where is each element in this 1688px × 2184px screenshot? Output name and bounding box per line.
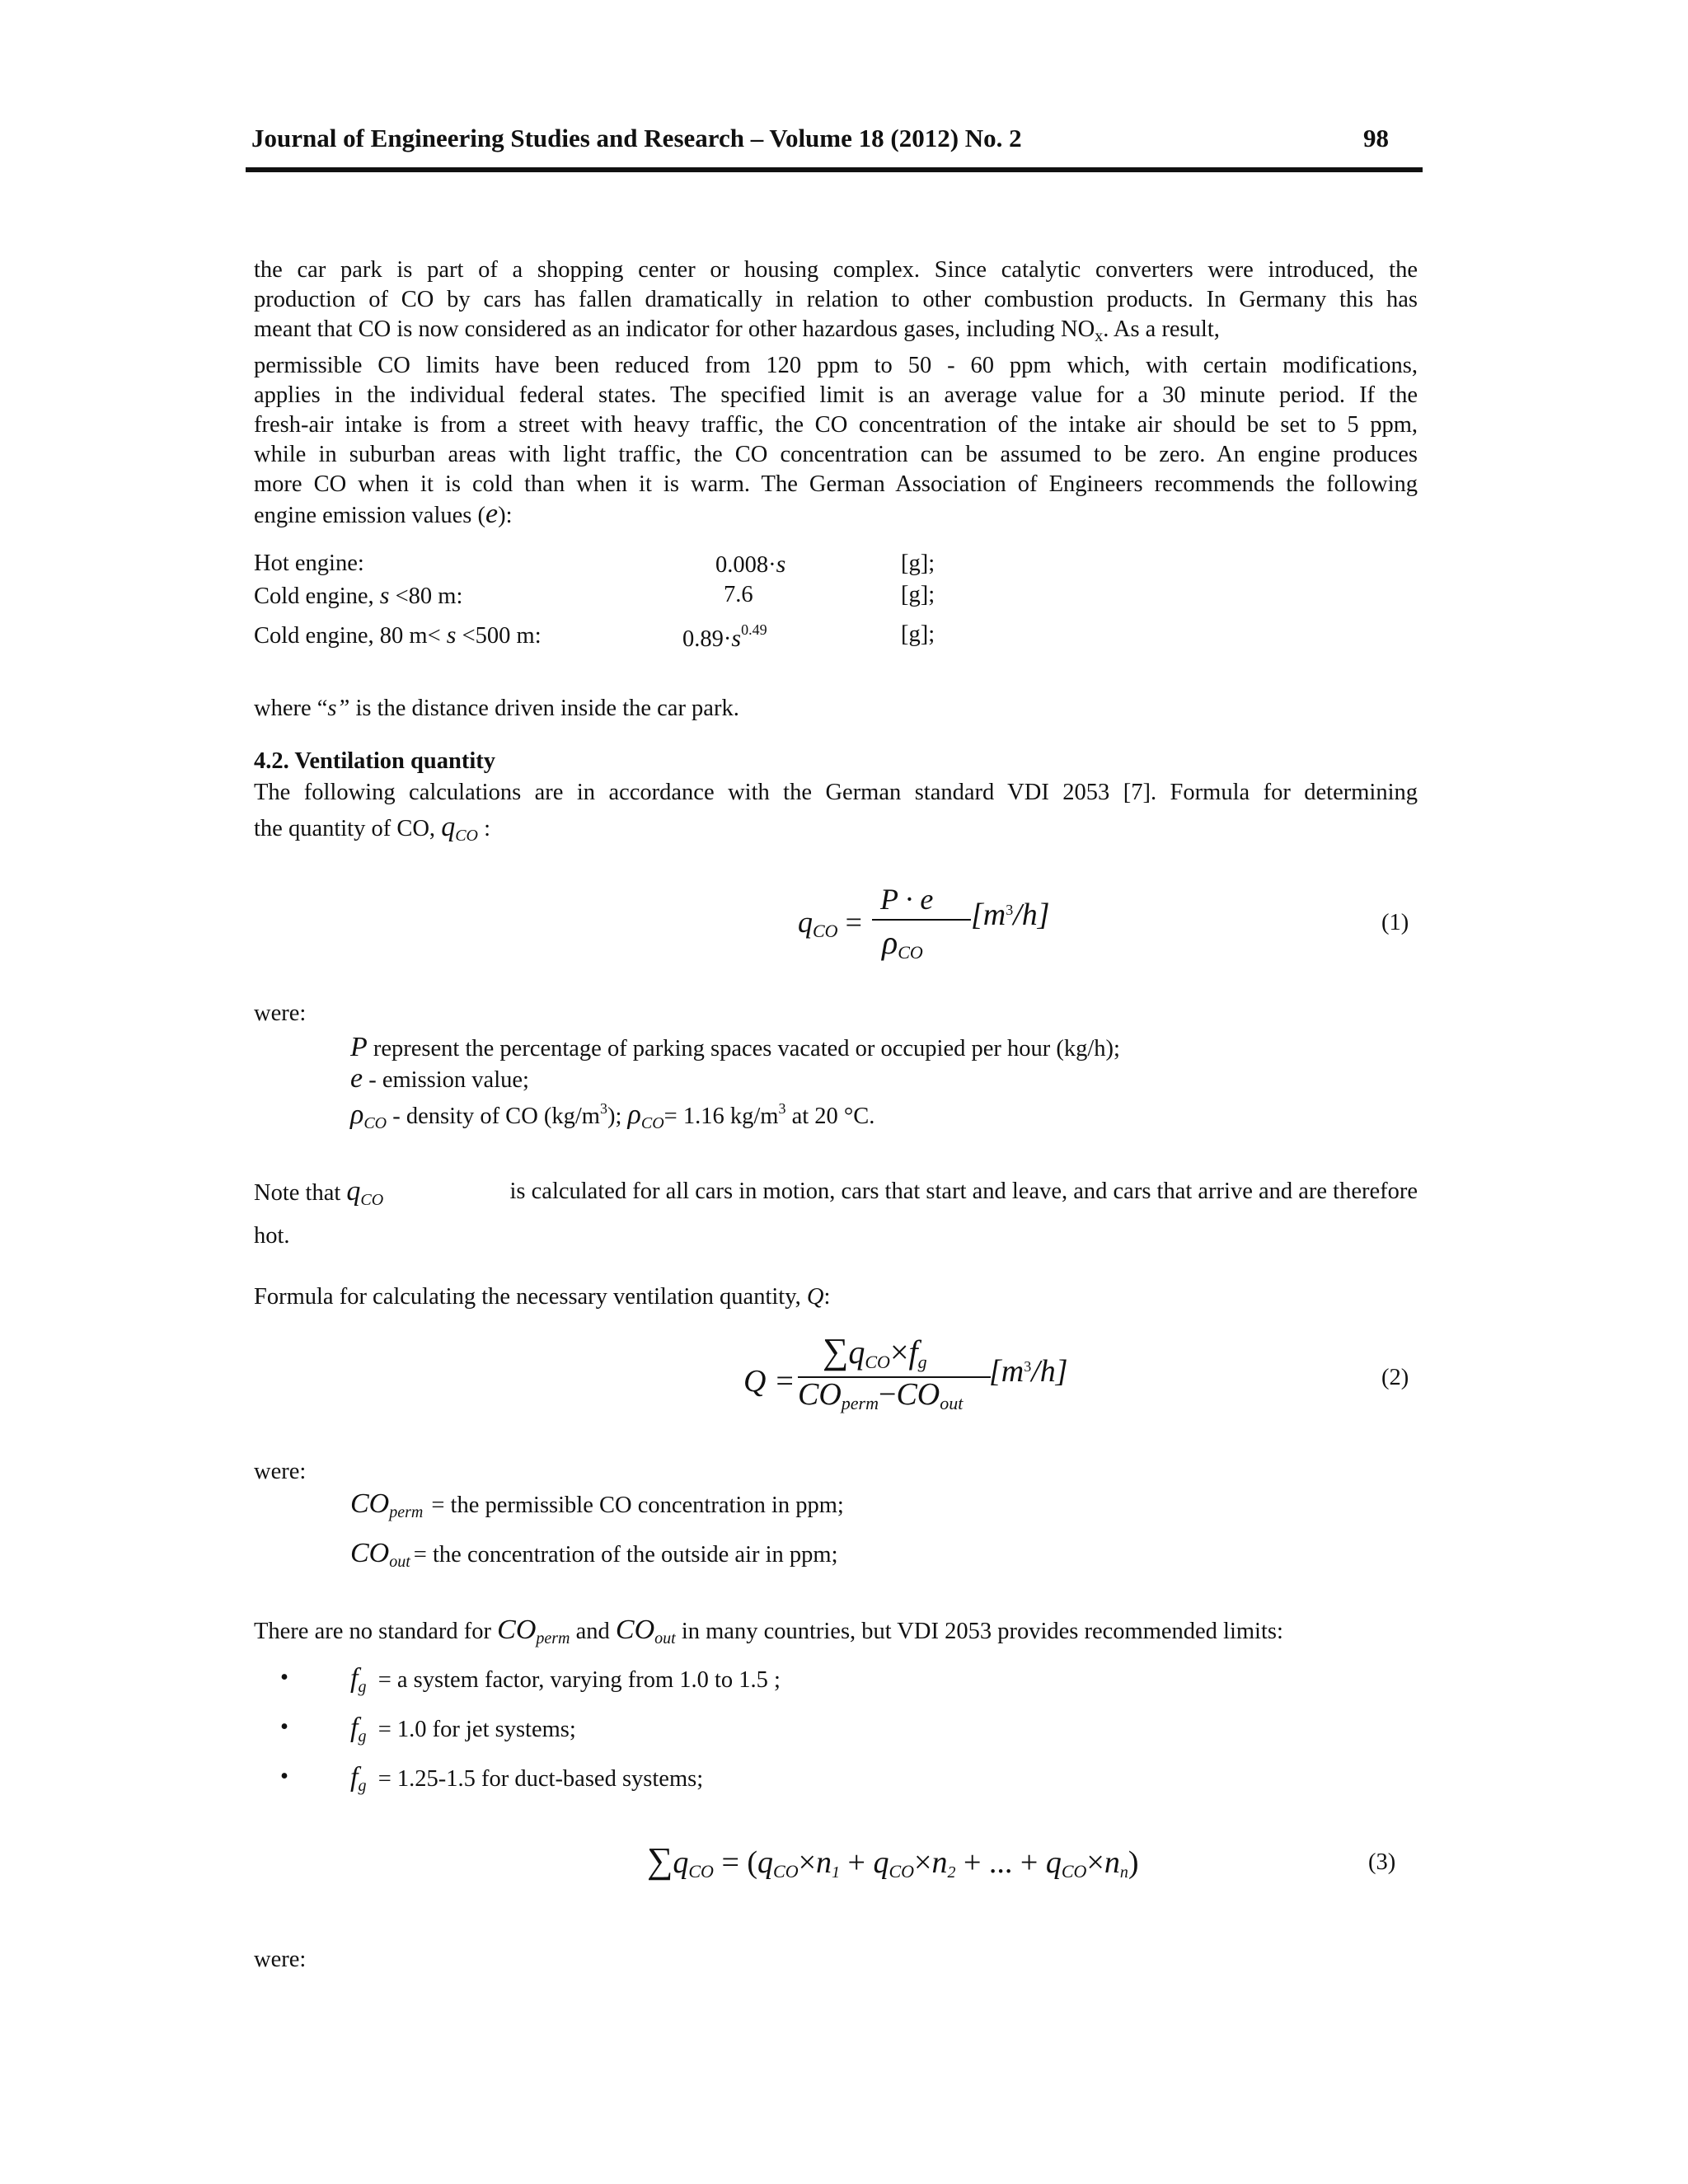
bullet-marker: • [280, 1714, 288, 1740]
perm-subscript: perm [841, 1393, 879, 1413]
co-subscript: CO [773, 1861, 799, 1882]
emission-row [254, 621, 996, 654]
times-symbol: × [1086, 1845, 1104, 1880]
operator: = ( [713, 1845, 758, 1880]
definition-text: represent the percentage of parking spaces vacated or occupied per hour (kg/h); [367, 1036, 1120, 1062]
eq2-number: (2) [1381, 1365, 1409, 1390]
eq1-unit [971, 897, 1050, 933]
eq2-lhs: Q = [743, 1364, 795, 1399]
g-subscript: g [358, 1777, 367, 1795]
text-line: while in suburban areas with light traffic, the CO concentration can be assumed to be zero. An engine produces [254, 442, 1418, 467]
label-text: <80 m: [389, 583, 463, 609]
text-line: applies in the individual federal states. The specified limit is an average value for a 30 minute period. If the [254, 382, 1418, 408]
q-var: Q [806, 1284, 824, 1310]
g-subscript: g [358, 1678, 367, 1696]
label-text: Cold engine, [254, 583, 380, 609]
standard-line [254, 1615, 1418, 1653]
f-symbol: f [350, 1713, 359, 1743]
s-symbol: s [731, 625, 742, 652]
text-line: more CO when it is cold than when it is warm. The German Association of Engineers recommends the following [254, 471, 1418, 497]
definition-text: = the concentration of the outside air in ppm; [413, 1542, 838, 1568]
emission-label [254, 582, 462, 610]
q-symbol: q [673, 1845, 689, 1880]
text-line: the car park is part of a shopping center or housing complex. Since catalytic converters were introduced, the [254, 257, 1418, 283]
bullet-text: = 1.25-1.5 for duct-based systems; [377, 1766, 704, 1792]
co-subscript: CO [865, 1352, 890, 1372]
index-subscript: 1 [832, 1863, 841, 1882]
bullet-item [350, 1762, 703, 1796]
text-segment: the quantity of CO, [254, 816, 442, 841]
text-segment: Note that [254, 1180, 347, 1206]
text-segment: . As a result, [1103, 316, 1220, 342]
eq1-denominator [882, 923, 923, 963]
co-subscript: CO [640, 1114, 664, 1132]
q-symbol: q [873, 1845, 889, 1880]
emission-row [254, 551, 996, 583]
out-subscript: out [389, 1553, 410, 1571]
out-subscript: out [654, 1629, 676, 1647]
s-symbol: s [776, 551, 786, 578]
times-symbol: × [914, 1845, 932, 1880]
rho-symbol: ρ [627, 1099, 641, 1130]
rho-symbol: ρ [882, 924, 898, 961]
n-symbol: n [931, 1845, 948, 1880]
value-text: 0.89· [682, 626, 732, 652]
emission-unit: [g]; [901, 551, 935, 576]
bullet-marker: • [280, 1665, 288, 1690]
definition-text: = the permissible CO concentration in ppm; [431, 1493, 844, 1518]
text-segment: where “ [254, 696, 328, 721]
label-text: Cold engine, 80 m< [254, 623, 447, 649]
co-subscript: CO [455, 827, 478, 845]
q-symbol: q [848, 1333, 865, 1371]
emission-value [682, 621, 767, 653]
eq1-lhs: $q_{CO}$ = [798, 906, 862, 941]
co-subscript: CO [688, 1861, 714, 1882]
definition-text: - emission value; [363, 1067, 529, 1093]
where-s-line [254, 694, 1418, 724]
operator: ) [1128, 1845, 1139, 1880]
rho-symbol: ρ [350, 1099, 364, 1130]
co-subscript: CO [813, 921, 838, 941]
p-symbol: P [350, 1032, 368, 1062]
e-symbol: e [350, 1063, 363, 1094]
bullet-item [350, 1663, 781, 1697]
emission-value [715, 551, 785, 579]
co-subscript: CO [363, 1114, 387, 1132]
unit-exponent: 3 [1024, 1358, 1032, 1375]
text-segment: ): [498, 503, 513, 528]
emission-value: 7.6 [724, 582, 753, 607]
s-symbol: s [379, 582, 390, 609]
eq2-numerator [823, 1330, 927, 1373]
eq3-expression [647, 1840, 1139, 1882]
eq1-number: (1) [1381, 910, 1409, 935]
co-symbol: CO [798, 1377, 842, 1412]
minus-symbol: − [879, 1377, 897, 1412]
exponent: 3 [599, 1100, 607, 1117]
index-subscript: 2 [947, 1863, 956, 1882]
times-symbol: × [798, 1845, 817, 1880]
text-segment: meant that CO is now considered as an indicator for other hazardous gases, including NO [254, 316, 1095, 342]
f-symbol: f [908, 1333, 918, 1371]
were-label: were: [254, 1459, 307, 1484]
operator: + [840, 1845, 874, 1880]
header-rule [246, 167, 1423, 172]
e-definition [350, 1063, 529, 1094]
unit-text: /h] [1031, 1354, 1068, 1389]
text-line [254, 1177, 1418, 1215]
definition-text: = 1.16 kg/m [663, 1104, 779, 1129]
definition-text: at 20 °C. [785, 1104, 875, 1129]
co-subscript: CO [898, 942, 923, 963]
intro-paragraph [254, 255, 1418, 531]
q-symbol: q [757, 1845, 774, 1880]
q-symbol: q [441, 812, 456, 842]
running-header [251, 124, 1422, 173]
text-segment: is calculated for all cars in motion, cars that start and leave, and cars that arrive and are therefore [509, 1179, 1418, 1204]
operator: + ... + [955, 1845, 1046, 1880]
eq1-fraction-bar [872, 919, 971, 921]
nox-subscript: x [1095, 327, 1104, 345]
sum-symbol: ∑ [823, 1331, 849, 1371]
text-line: permissible CO limits have been reduced from 120 ppm to 50 - 60 ppm which, with certain modifications, [254, 353, 1418, 378]
f-symbol: f [350, 1663, 359, 1694]
p-definition [350, 1032, 1120, 1063]
text-line [254, 813, 1418, 851]
text-line: production of CO by cars has fallen dramatically in relation to other combustion products. In Germany this has [254, 287, 1418, 312]
out-subscript: out [940, 1393, 964, 1413]
q-symbol: q [1045, 1845, 1062, 1880]
q-symbol: q [798, 906, 813, 939]
text-line [254, 315, 1418, 351]
emission-label [254, 621, 542, 649]
text-line [254, 499, 1418, 531]
sum-symbol: ∑ [647, 1840, 673, 1881]
page-number: 98 [1363, 124, 1389, 152]
eq3-number: (3) [1368, 1849, 1396, 1875]
eq2-unit [989, 1353, 1068, 1390]
text-segment: is the distance driven inside the car park. [349, 696, 739, 721]
definition-text: ); [607, 1104, 628, 1129]
n-symbol: n [816, 1845, 832, 1880]
text-segment: There are no standard for [254, 1619, 498, 1644]
perm-subscript: perm [389, 1503, 424, 1521]
s-symbol: s” [327, 696, 350, 721]
unit-exponent: 3 [1006, 902, 1014, 918]
text-segment: : [823, 1284, 831, 1310]
eq2-denominator [798, 1376, 963, 1414]
value-text: 0.008· [715, 552, 776, 578]
g-subscript: g [358, 1727, 367, 1746]
co-subscript: CO [1061, 1861, 1087, 1882]
unit-text: /h] [1013, 898, 1050, 932]
emission-row [254, 582, 996, 615]
emission-unit: [g]; [901, 621, 935, 647]
co-symbol: CO [896, 1377, 940, 1412]
text-segment: and [570, 1619, 616, 1644]
formula-q-intro [254, 1282, 1418, 1312]
text-line: The following calculations are in accordance with the German standard VDI 2053 [7]. Formula for determining [254, 780, 1418, 805]
n-symbol: n [1104, 1845, 1120, 1880]
text-segment: : [477, 816, 491, 841]
were-label: were: [254, 1947, 307, 1972]
co-subscript: CO [889, 1861, 915, 1882]
text-segment: in many countries, but VDI 2053 provides recommended limits: [675, 1619, 1283, 1644]
section-heading: 4.2. Ventilation quantity [254, 748, 495, 774]
q-symbol: q [346, 1176, 361, 1207]
text-segment: engine emission values ( [254, 503, 485, 528]
co-symbol: CO [497, 1615, 537, 1645]
s-symbol: s [446, 621, 457, 649]
note-paragraph [254, 1177, 1418, 1251]
exponent: 3 [778, 1100, 786, 1117]
text-line: fresh-air intake is from a street with heavy traffic, the CO concentration of the intake air should be set to 5 ppm, [254, 412, 1418, 438]
f-symbol: f [350, 1762, 359, 1793]
times-symbol: × [889, 1333, 909, 1371]
unit-text: [m [971, 898, 1006, 932]
eq1-numerator: P · e [880, 883, 934, 916]
text-line: hot. [254, 1223, 290, 1249]
co-out-definition [350, 1538, 837, 1572]
text-segment: Formula for calculating the necessary ventilation quantity, [254, 1284, 807, 1310]
definition-text: - density of CO (kg/m [387, 1104, 600, 1129]
co-symbol: CO [615, 1615, 655, 1645]
co-perm-definition [350, 1488, 844, 1522]
co-symbol: CO [350, 1538, 390, 1568]
were-label: were: [254, 1001, 307, 1026]
g-subscript: g [917, 1352, 927, 1372]
co-symbol: CO [350, 1488, 390, 1519]
co-subscript: CO [360, 1191, 384, 1209]
label-text: <500 m: [456, 623, 542, 649]
journal-title: Journal of Engineering Studies and Research – Volume 18 (2012) No. 2 [251, 124, 1022, 152]
bullet-item [350, 1713, 576, 1746]
rho-definition [350, 1099, 874, 1133]
exponent: 0.49 [741, 621, 767, 638]
bullet-text: = 1.0 for jet systems; [377, 1717, 576, 1742]
perm-subscript: perm [536, 1629, 570, 1647]
e-symbol: e [485, 499, 499, 529]
unit-text: [m [989, 1354, 1025, 1389]
emission-unit: [g]; [901, 582, 935, 607]
index-subscript: n [1119, 1863, 1128, 1882]
bullet-text: = a system factor, varying from 1.0 to 1.5 ; [377, 1667, 781, 1693]
bullet-marker: • [280, 1764, 288, 1789]
emission-label: Hot engine: [254, 551, 364, 576]
section-intro [254, 778, 1418, 851]
